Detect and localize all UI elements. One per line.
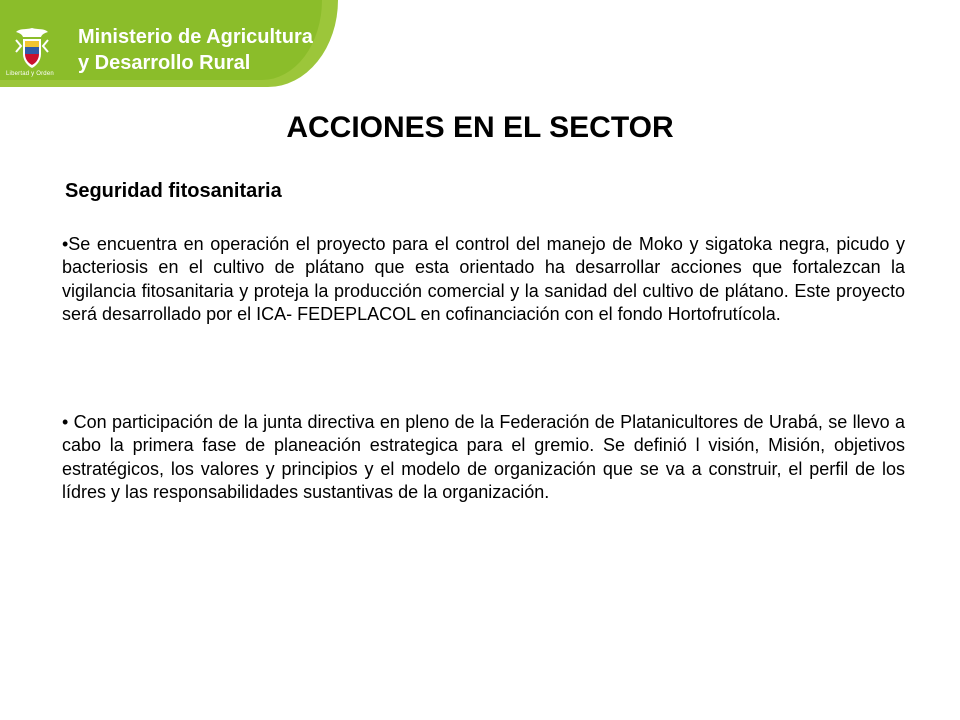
bullet-paragraph-2: • Con participación de la junta directiva en pleno de la Federación de Platanicultores de Urabá, se llevo a cabo la primera fase de planeación estrategica para el gremio. Se definió l visión, Misión, objetivos estratégicos, los valores y principios y el modelo de organización que se va a construir, el perfil de los lídres y las responsabilidades sustantivas de la organización. — [62, 412, 905, 502]
ministry-logo-text — [78, 24, 313, 76]
section-heading: Seguridad fitosanitaria — [65, 180, 282, 202]
colombia-coat-of-arms-icon — [10, 26, 54, 70]
ministry-name-line2: y Desarrollo Rural — [78, 52, 251, 74]
slide-title: ACCIONES EN EL SECTOR — [286, 111, 674, 144]
bullet-paragraph-1: •Se encuentra en operación el proyecto para el control del manejo de Moko y sigatoka negra, picudo y bacteriosis en el cultivo de plátano que esta orientado ha desarrollar acciones que fortalezcan la vigilancia fitosanitaria y proteja la producción comercial y la sanidad del cultivo de plátano. Este proyecto será desarrollado por el ICA- FEDEPLACOL en cofinanciación con el fondo Hortofrutícola. — [62, 234, 905, 324]
crest-caption: Libertad y Orden — [6, 71, 54, 77]
ministry-name-line1: Ministerio de Agricultura — [78, 26, 313, 48]
